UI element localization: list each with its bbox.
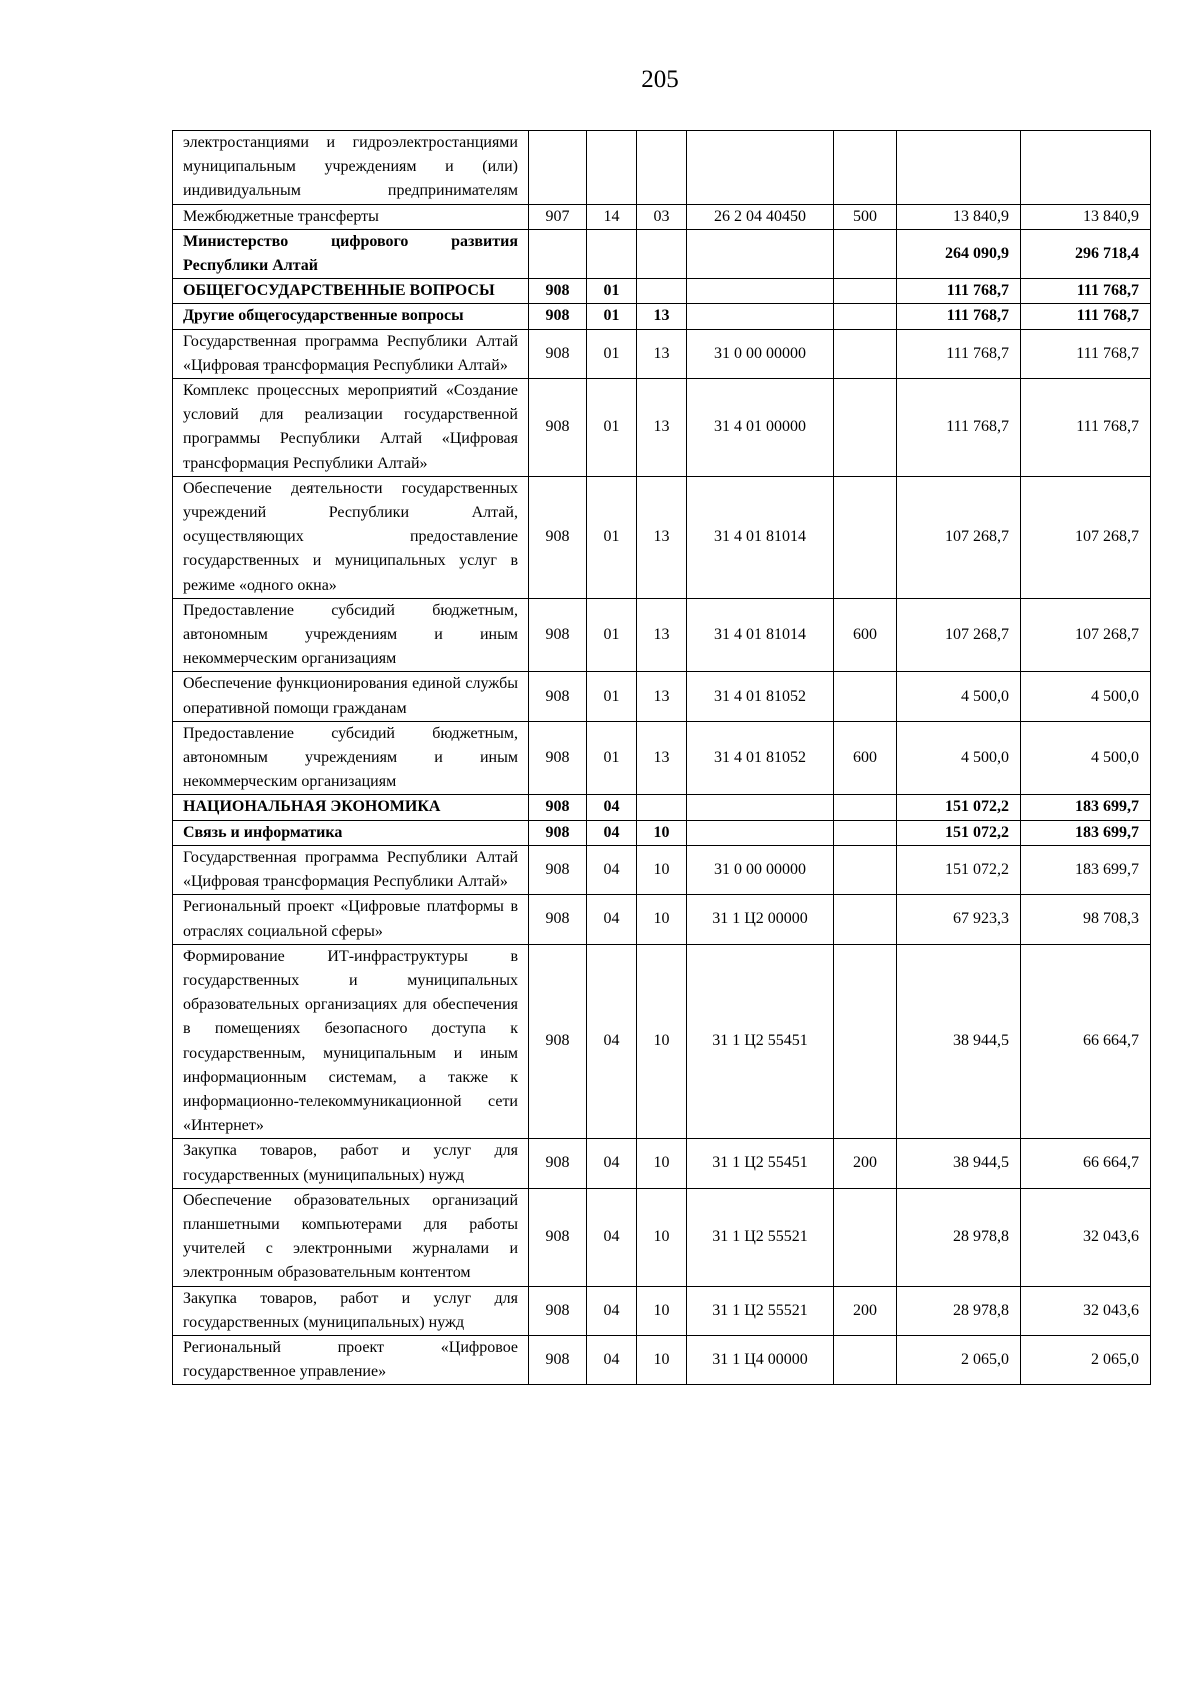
section-code-cell: 01 <box>587 379 637 477</box>
subsection-code-cell: 10 <box>637 1286 687 1335</box>
table-row <box>173 329 1151 378</box>
table-row <box>173 279 1151 304</box>
subsection-code-cell <box>637 229 687 278</box>
expense-type-cell <box>834 329 897 378</box>
expense-name-cell: Связь и информатика <box>173 820 529 845</box>
target-article-cell: 31 1 Ц2 55451 <box>687 1139 834 1188</box>
amount-year1-cell: 2 065,0 <box>897 1335 1021 1384</box>
section-code-cell: 01 <box>587 279 637 304</box>
expense-name-cell: Предоставление субсидий бюджетным, автономным учреждениям и иным некоммерческим организациям <box>173 598 529 672</box>
expense-name-cell: Региональный проект «Цифровые платформы в отраслях социальной сферы» <box>173 895 529 944</box>
expense-type-cell <box>834 279 897 304</box>
ministry-code-cell: 908 <box>529 379 587 477</box>
budget-table-body <box>173 131 1151 1385</box>
subsection-code-cell: 10 <box>637 820 687 845</box>
section-code-cell: 04 <box>587 1335 637 1384</box>
ministry-code-cell <box>529 131 587 205</box>
section-code-cell: 04 <box>587 944 637 1139</box>
amount-year2-cell: 4 500,0 <box>1021 672 1151 721</box>
section-code-cell: 04 <box>587 820 637 845</box>
section-code-cell: 04 <box>587 1286 637 1335</box>
amount-year1-cell: 28 978,8 <box>897 1286 1021 1335</box>
expense-name-cell: Комплекс процессных мероприятий «Создание условий для реализации государственной программы Республики Алтай «Цифровая трансформация Республики Алтай» <box>173 379 529 477</box>
amount-year1-cell: 264 090,9 <box>897 229 1021 278</box>
amount-year1-cell: 111 768,7 <box>897 304 1021 329</box>
amount-year1-cell: 151 072,2 <box>897 845 1021 894</box>
section-code-cell: 01 <box>587 329 637 378</box>
ministry-code-cell: 907 <box>529 204 587 229</box>
expense-name-cell: Обеспечение образовательных организаций планшетными компьютерами для работы учителей с электронными журналами и электронным образовательным контентом <box>173 1188 529 1286</box>
table-row <box>173 229 1151 278</box>
expense-name-cell: Предоставление субсидий бюджетным, автономным учреждениям и иным некоммерческим организациям <box>173 721 529 795</box>
target-article-cell: 31 1 Ц2 55521 <box>687 1188 834 1286</box>
expense-type-cell <box>834 304 897 329</box>
amount-year2-cell: 13 840,9 <box>1021 204 1151 229</box>
expense-name-cell: электростанциями и гидроэлектростанциями муниципальным учреждениям и (или) индивидуальным предпринимателям <box>173 131 529 205</box>
expense-type-cell <box>834 672 897 721</box>
amount-year1-cell: 67 923,3 <box>897 895 1021 944</box>
amount-year1-cell: 4 500,0 <box>897 672 1021 721</box>
ministry-code-cell: 908 <box>529 598 587 672</box>
expense-type-cell: 200 <box>834 1139 897 1188</box>
subsection-code-cell: 10 <box>637 1335 687 1384</box>
section-code-cell <box>587 131 637 205</box>
subsection-code-cell: 10 <box>637 1139 687 1188</box>
table-row <box>173 1335 1151 1384</box>
ministry-code-cell: 908 <box>529 476 587 598</box>
table-row <box>173 304 1151 329</box>
ministry-code-cell: 908 <box>529 672 587 721</box>
expense-name-cell: Министерство цифрового развития Республики Алтай <box>173 229 529 278</box>
section-code-cell: 01 <box>587 304 637 329</box>
target-article-cell <box>687 229 834 278</box>
amount-year2-cell: 183 699,7 <box>1021 845 1151 894</box>
ministry-code-cell: 908 <box>529 1188 587 1286</box>
ministry-code-cell: 908 <box>529 845 587 894</box>
amount-year1-cell: 111 768,7 <box>897 379 1021 477</box>
ministry-code-cell: 908 <box>529 820 587 845</box>
expense-type-cell: 500 <box>834 204 897 229</box>
target-article-cell: 31 4 01 81014 <box>687 476 834 598</box>
amount-year2-cell: 111 768,7 <box>1021 329 1151 378</box>
amount-year2-cell: 107 268,7 <box>1021 476 1151 598</box>
section-code-cell: 04 <box>587 895 637 944</box>
expense-name-cell: Региональный проект «Цифровое государственное управление» <box>173 1335 529 1384</box>
target-article-cell: 31 4 01 81052 <box>687 672 834 721</box>
subsection-code-cell: 10 <box>637 1188 687 1286</box>
table-row <box>173 672 1151 721</box>
expense-name-cell: Обеспечение функционирования единой службы оперативной помощи гражданам <box>173 672 529 721</box>
amount-year2-cell: 183 699,7 <box>1021 820 1151 845</box>
amount-year2-cell: 32 043,6 <box>1021 1188 1151 1286</box>
table-row <box>173 204 1151 229</box>
page-number: 205 <box>641 66 679 93</box>
subsection-code-cell <box>637 279 687 304</box>
expense-type-cell <box>834 845 897 894</box>
table-row <box>173 1188 1151 1286</box>
amount-year2-cell: 98 708,3 <box>1021 895 1151 944</box>
subsection-code-cell <box>637 131 687 205</box>
amount-year1-cell: 111 768,7 <box>897 279 1021 304</box>
ministry-code-cell: 908 <box>529 329 587 378</box>
table-row <box>173 845 1151 894</box>
target-article-cell: 31 1 Ц2 55451 <box>687 944 834 1139</box>
expense-name-cell: Закупка товаров, работ и услуг для государственных (муниципальных) нужд <box>173 1139 529 1188</box>
subsection-code-cell: 13 <box>637 598 687 672</box>
target-article-cell: 26 2 04 40450 <box>687 204 834 229</box>
amount-year1-cell: 107 268,7 <box>897 476 1021 598</box>
amount-year2-cell: 32 043,6 <box>1021 1286 1151 1335</box>
ministry-code-cell: 908 <box>529 895 587 944</box>
subsection-code-cell: 10 <box>637 845 687 894</box>
amount-year2-cell: 296 718,4 <box>1021 229 1151 278</box>
expense-type-cell <box>834 895 897 944</box>
amount-year1-cell <box>897 131 1021 205</box>
target-article-cell: 31 1 Ц2 00000 <box>687 895 834 944</box>
ministry-code-cell: 908 <box>529 1335 587 1384</box>
target-article-cell: 31 4 01 00000 <box>687 379 834 477</box>
ministry-code-cell: 908 <box>529 795 587 820</box>
expense-name-cell: Обеспечение деятельности государственных учреждений Республики Алтай, осуществляющих предоставление государственных и муниципальных услуг в режиме «одного окна» <box>173 476 529 598</box>
expense-type-cell: 600 <box>834 721 897 795</box>
expense-name-cell: Закупка товаров, работ и услуг для государственных (муниципальных) нужд <box>173 1286 529 1335</box>
section-code-cell: 01 <box>587 721 637 795</box>
expense-name-cell: Государственная программа Республики Алтай «Цифровая трансформация Республики Алтай» <box>173 329 529 378</box>
amount-year2-cell: 183 699,7 <box>1021 795 1151 820</box>
amount-year2-cell: 107 268,7 <box>1021 598 1151 672</box>
budget-table <box>172 130 1151 1385</box>
expense-type-cell <box>834 944 897 1139</box>
expense-type-cell <box>834 379 897 477</box>
target-article-cell <box>687 131 834 205</box>
ministry-code-cell <box>529 229 587 278</box>
subsection-code-cell: 13 <box>637 672 687 721</box>
section-code-cell: 04 <box>587 845 637 894</box>
table-row <box>173 1286 1151 1335</box>
target-article-cell <box>687 279 834 304</box>
amount-year1-cell: 38 944,5 <box>897 1139 1021 1188</box>
amount-year1-cell: 38 944,5 <box>897 944 1021 1139</box>
amount-year1-cell: 111 768,7 <box>897 329 1021 378</box>
subsection-code-cell: 13 <box>637 379 687 477</box>
expense-name-cell: Другие общегосударственные вопросы <box>173 304 529 329</box>
section-code-cell: 04 <box>587 1139 637 1188</box>
table-row <box>173 721 1151 795</box>
amount-year2-cell: 2 065,0 <box>1021 1335 1151 1384</box>
subsection-code-cell: 03 <box>637 204 687 229</box>
expense-type-cell <box>834 795 897 820</box>
expense-name-cell: НАЦИОНАЛЬНАЯ ЭКОНОМИКА <box>173 795 529 820</box>
table-row <box>173 1139 1151 1188</box>
expense-type-cell <box>834 229 897 278</box>
ministry-code-cell: 908 <box>529 721 587 795</box>
expense-type-cell <box>834 131 897 205</box>
section-code-cell: 14 <box>587 204 637 229</box>
table-row <box>173 598 1151 672</box>
section-code-cell: 01 <box>587 672 637 721</box>
target-article-cell <box>687 304 834 329</box>
expense-type-cell: 600 <box>834 598 897 672</box>
amount-year1-cell: 4 500,0 <box>897 721 1021 795</box>
amount-year2-cell: 4 500,0 <box>1021 721 1151 795</box>
subsection-code-cell: 10 <box>637 895 687 944</box>
target-article-cell: 31 0 00 00000 <box>687 329 834 378</box>
ministry-code-cell: 908 <box>529 279 587 304</box>
table-row <box>173 820 1151 845</box>
target-article-cell: 31 4 01 81014 <box>687 598 834 672</box>
expense-type-cell <box>834 820 897 845</box>
target-article-cell: 31 4 01 81052 <box>687 721 834 795</box>
expense-type-cell <box>834 1335 897 1384</box>
ministry-code-cell: 908 <box>529 304 587 329</box>
target-article-cell: 31 1 Ц2 55521 <box>687 1286 834 1335</box>
target-article-cell <box>687 795 834 820</box>
expense-name-cell: Государственная программа Республики Алтай «Цифровая трансформация Республики Алтай» <box>173 845 529 894</box>
subsection-code-cell: 13 <box>637 329 687 378</box>
subsection-code-cell: 10 <box>637 944 687 1139</box>
amount-year2-cell: 111 768,7 <box>1021 304 1151 329</box>
amount-year1-cell: 28 978,8 <box>897 1188 1021 1286</box>
amount-year1-cell: 107 268,7 <box>897 598 1021 672</box>
amount-year2-cell: 111 768,7 <box>1021 379 1151 477</box>
target-article-cell: 31 0 00 00000 <box>687 845 834 894</box>
section-code-cell: 04 <box>587 1188 637 1286</box>
table-row <box>173 944 1151 1139</box>
amount-year2-cell: 66 664,7 <box>1021 944 1151 1139</box>
expense-type-cell: 200 <box>834 1286 897 1335</box>
target-article-cell <box>687 820 834 845</box>
expense-type-cell <box>834 476 897 598</box>
expense-type-cell <box>834 1188 897 1286</box>
expense-name-cell: Межбюджетные трансферты <box>173 204 529 229</box>
section-code-cell: 01 <box>587 476 637 598</box>
table-row <box>173 131 1151 205</box>
expense-name-cell: ОБЩЕГОСУДАРСТВЕННЫЕ ВОПРОСЫ <box>173 279 529 304</box>
section-code-cell: 01 <box>587 598 637 672</box>
ministry-code-cell: 908 <box>529 944 587 1139</box>
subsection-code-cell <box>637 795 687 820</box>
target-article-cell: 31 1 Ц4 00000 <box>687 1335 834 1384</box>
expense-name-cell: Формирование ИТ-инфраструктуры в государственных и муниципальных образовательных организациях для обеспечения в помещениях безопасного доступа к государственным, муниципальным и иным информационным системам, а также к информационно-телекоммуникационной сети «Интернет» <box>173 944 529 1139</box>
section-code-cell <box>587 229 637 278</box>
table-row <box>173 476 1151 598</box>
table-row <box>173 795 1151 820</box>
amount-year1-cell: 151 072,2 <box>897 795 1021 820</box>
amount-year2-cell <box>1021 131 1151 205</box>
amount-year2-cell: 111 768,7 <box>1021 279 1151 304</box>
amount-year1-cell: 13 840,9 <box>897 204 1021 229</box>
ministry-code-cell: 908 <box>529 1286 587 1335</box>
amount-year1-cell: 151 072,2 <box>897 820 1021 845</box>
table-row <box>173 379 1151 477</box>
section-code-cell: 04 <box>587 795 637 820</box>
amount-year2-cell: 66 664,7 <box>1021 1139 1151 1188</box>
table-row <box>173 895 1151 944</box>
ministry-code-cell: 908 <box>529 1139 587 1188</box>
subsection-code-cell: 13 <box>637 476 687 598</box>
subsection-code-cell: 13 <box>637 304 687 329</box>
subsection-code-cell: 13 <box>637 721 687 795</box>
